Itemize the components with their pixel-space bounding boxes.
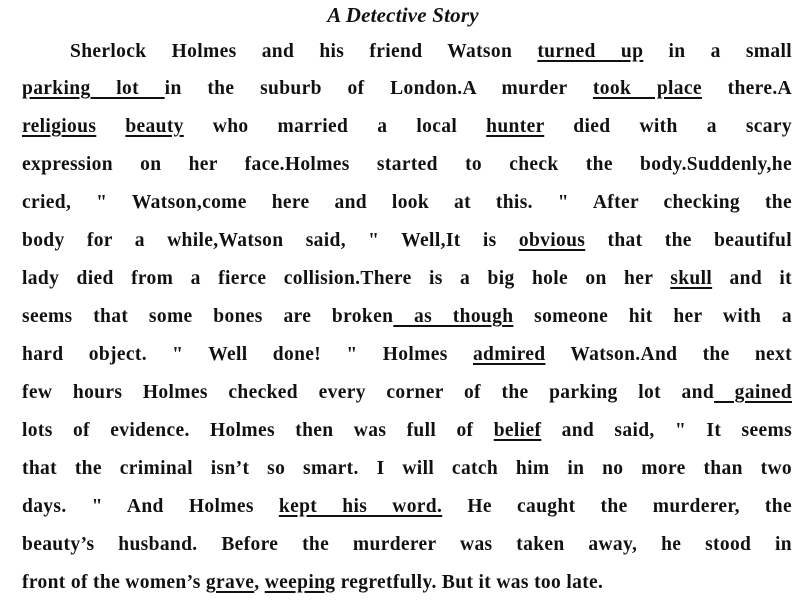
text-line <box>22 223 792 259</box>
text-segment: hard object. " Well done! " Holmes <box>22 344 473 365</box>
text-segment <box>96 116 125 137</box>
text-line <box>22 34 792 70</box>
underlined-phrase: grave <box>205 572 255 593</box>
underlined-phrase: kept his word. <box>278 496 443 517</box>
underlined-phrase: took place <box>592 78 702 99</box>
text-line <box>22 527 792 563</box>
page-title: A Detective Story <box>327 3 479 27</box>
underlined-phrase: belief <box>493 420 542 441</box>
text-line <box>22 299 792 335</box>
text-segment: who married a local <box>183 116 487 137</box>
text-segment: that the beautiful <box>585 230 792 251</box>
text-line <box>22 185 792 221</box>
text-line <box>22 337 792 373</box>
text-segment: Watson.And the next <box>545 344 792 365</box>
text-segment: , <box>254 572 265 593</box>
text-line <box>22 71 792 107</box>
text-line <box>22 413 792 449</box>
text-segment: seems that some bones are broken <box>22 306 394 327</box>
text-segment: days. " And Holmes <box>22 496 279 517</box>
underlined-phrase: as though <box>393 306 514 327</box>
text-segment: that the criminal isn’t so smart. I will catch him in no more than two <box>22 458 792 479</box>
underlined-phrase: turned up <box>537 41 644 62</box>
text-segment: Sherlock Holmes and his friend Watson <box>70 41 538 62</box>
text-line <box>22 109 792 145</box>
text-line <box>22 489 792 525</box>
text-segment: lady died from a fierce collision.There is a big hole on her <box>22 268 671 289</box>
text-segment: lots of evidence. Holmes then was full of <box>22 420 494 441</box>
underlined-phrase: hunter <box>486 116 545 137</box>
text-segment: in a small <box>643 41 792 62</box>
text-segment: expression on her face.Holmes started to check the body.Suddenly,he <box>22 154 792 175</box>
text-segment: someone hit her with a <box>513 306 792 327</box>
text-segment: front of the women’s <box>22 572 206 593</box>
text-segment: He caught the murderer, the <box>442 496 792 517</box>
text-segment: there.A <box>701 78 792 99</box>
text-line <box>22 375 792 411</box>
text-line <box>22 147 792 183</box>
text-line <box>22 451 792 487</box>
text-line <box>22 261 792 297</box>
text-segment: beauty’s husband. Before the murderer was taken away, he stood in <box>22 534 792 555</box>
text-segment: cried, " Watson,come here and look at this. " After checking the <box>22 192 792 213</box>
underlined-phrase: gained <box>714 382 792 403</box>
text-line <box>22 565 792 601</box>
underlined-phrase: religious <box>22 116 97 137</box>
underlined-phrase: parking lot <box>22 78 165 99</box>
underlined-phrase: obvious <box>518 230 586 251</box>
text-segment: body for a while,Watson said, " Well,It is <box>22 230 519 251</box>
text-segment: and it <box>712 268 792 289</box>
text-segment: died with a scary <box>544 116 792 137</box>
text-segment: and said, " It seems <box>541 420 793 441</box>
underlined-phrase: skull <box>670 268 713 289</box>
underlined-phrase: admired <box>472 344 546 365</box>
text-segment: in the suburb of London.A murder <box>164 78 593 99</box>
underlined-phrase: beauty <box>125 116 184 137</box>
text-segment: few hours Holmes checked every corner of the parking lot and <box>22 382 715 403</box>
underlined-phrase: weeping <box>264 572 336 593</box>
text-segment: regretfully. But it was too late. <box>335 572 604 593</box>
